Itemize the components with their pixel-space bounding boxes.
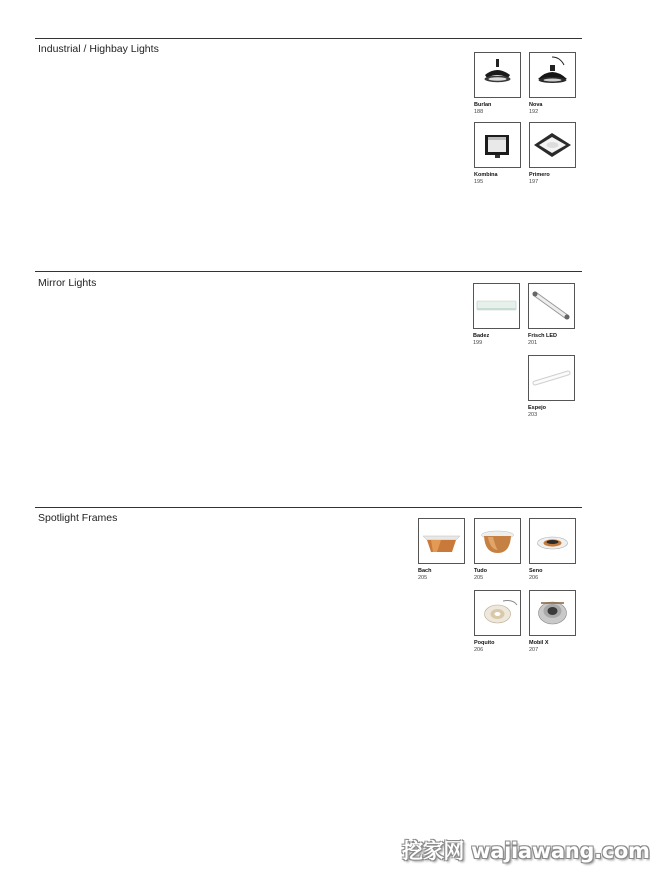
product-page: 195 — [474, 179, 484, 185]
section-title: Industrial / Highbay Lights — [38, 43, 159, 55]
square-spot-frame-icon — [418, 518, 465, 564]
highbay-lamp-icon — [474, 52, 521, 98]
tilt-spot-frame-icon — [529, 518, 576, 564]
small-spot-frame-icon — [474, 590, 521, 636]
section-divider — [35, 38, 582, 39]
product-page: 206 — [474, 647, 484, 653]
product-page: 206 — [529, 575, 539, 581]
product-page: 203 — [528, 412, 538, 418]
product-espejo[interactable] — [528, 355, 577, 418]
product-primero[interactable] — [529, 122, 578, 185]
floodlight-icon — [474, 122, 521, 168]
square-panel-icon — [529, 122, 576, 168]
product-seno[interactable] — [529, 518, 578, 581]
product-badez[interactable] — [473, 283, 522, 346]
round-spot-frame-icon — [474, 518, 521, 564]
product-name: Primero — [529, 172, 550, 178]
product-burlan[interactable] — [474, 52, 523, 115]
mirror-light-bar-icon — [473, 283, 520, 329]
product-mobil-x[interactable] — [529, 590, 578, 653]
product-name: Frisch LED — [528, 333, 558, 339]
product-name: Mobil X — [529, 640, 549, 646]
section-divider — [35, 271, 582, 272]
product-name: Nova — [529, 102, 543, 108]
product-name: Kombina — [474, 172, 498, 178]
product-frisch-led[interactable] — [528, 283, 577, 346]
product-name: Tudo — [474, 568, 488, 574]
section-divider — [35, 507, 582, 508]
watermark-text: 挖家网 wajiawang.com — [402, 839, 650, 863]
product-page: 205 — [418, 575, 428, 581]
product-name: Bach — [418, 568, 432, 574]
product-page: 205 — [474, 575, 484, 581]
product-name: Poquito — [474, 640, 495, 646]
product-kombina[interactable] — [474, 122, 523, 185]
product-page: 192 — [529, 109, 539, 115]
product-name: Espejo — [528, 405, 547, 411]
section-title: Mirror Lights — [38, 277, 97, 289]
tube-mirror-light-icon — [528, 355, 575, 401]
product-poquito[interactable] — [474, 590, 523, 653]
product-name: Badez — [473, 333, 490, 339]
angled-mirror-light-icon — [528, 283, 575, 329]
product-tudo[interactable] — [474, 518, 523, 581]
product-page: 199 — [473, 340, 483, 346]
product-name: Burlan — [474, 102, 492, 108]
product-nova[interactable] — [529, 52, 578, 115]
ufo-highbay-icon — [529, 52, 576, 98]
section-title: Spotlight Frames — [38, 512, 118, 524]
product-page: 207 — [529, 647, 539, 653]
product-page: 188 — [474, 109, 484, 115]
product-name: Seno — [529, 568, 543, 574]
product-page: 197 — [529, 179, 539, 185]
product-page: 201 — [528, 340, 538, 346]
gimbal-spot-frame-icon — [529, 590, 576, 636]
product-bach[interactable] — [418, 518, 467, 581]
